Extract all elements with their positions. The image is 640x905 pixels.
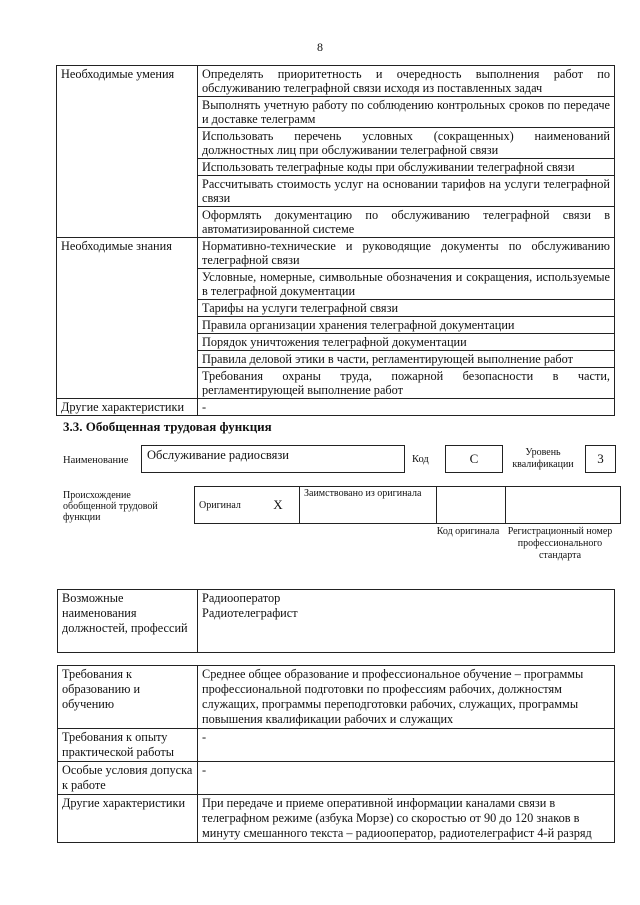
skill-item: Определять приоритетность и очередность выполнения работ по обслуживанию телеграфной связи исходя из поставленных задач bbox=[198, 66, 615, 97]
positions-table bbox=[57, 589, 615, 653]
code-value: C bbox=[445, 445, 503, 473]
name-value-box bbox=[141, 445, 405, 473]
origin-table bbox=[194, 486, 621, 524]
table-row bbox=[57, 399, 615, 416]
table-row bbox=[58, 590, 615, 653]
table-row bbox=[57, 238, 615, 269]
requirement-value: Среднее общее образование и профессиональное обучение – программы профессиональной подготовки по профессиям рабочих, должностям служащих, программы переподготовки рабочих, служащих, программы повышения квалификации рабочих и служащих bbox=[198, 666, 615, 729]
positions-list bbox=[198, 590, 615, 653]
knowledge-item: Правила организации хранения телеграфной документации bbox=[198, 317, 615, 334]
skill-item: Использовать перечень условных (сокращенных) наименований должностных лиц при обслуживании телеграфной связи bbox=[198, 128, 615, 159]
requirement-value: - bbox=[198, 762, 615, 795]
reg-number-caption: Регистрационный номер профессионального стандарта bbox=[507, 526, 613, 561]
requirements-table bbox=[57, 665, 615, 843]
skill-item: Рассчитывать стоимость услуг на основании тарифов на услуги телеграфной связи bbox=[198, 176, 615, 207]
table-row bbox=[58, 729, 615, 762]
original-label: Оригинал bbox=[195, 487, 258, 524]
positions-label: Возможные наименования должностей, профессий bbox=[58, 590, 198, 653]
requirement-label: Особые условия допуска к работе bbox=[58, 762, 198, 795]
page-number: 8 bbox=[317, 40, 323, 54]
requirement-label: Требования к образованию и обучению bbox=[58, 666, 198, 729]
level-label: Уровень квалификации bbox=[512, 447, 574, 470]
table-row bbox=[195, 487, 621, 524]
reg-number-cell bbox=[506, 487, 621, 524]
name-label: Наименование bbox=[63, 455, 129, 466]
knowledge-item: Условные, номерные, символьные обозначения и сокращения, используемые в телеграфной документации bbox=[198, 269, 615, 300]
row-label-other: Другие характеристики bbox=[57, 399, 198, 416]
row-label-skills: Необходимые умения bbox=[57, 66, 198, 238]
requirement-value: - bbox=[198, 729, 615, 762]
knowledge-item: Правила деловой этики в части, регламентирующей выполнение работ bbox=[198, 351, 615, 368]
name-value: Обслуживание радиосвязи bbox=[147, 448, 289, 462]
code-label: Код bbox=[412, 454, 429, 465]
section-title: 3.3. Обобщенная трудовая функция bbox=[63, 419, 272, 434]
level-value: 3 bbox=[585, 445, 616, 473]
row-label-knowledge: Необходимые знания bbox=[57, 238, 198, 399]
borrowed-label: Заимствовано из оригинала bbox=[300, 487, 437, 524]
position-item: Радиотелеграфист bbox=[202, 606, 298, 620]
requirement-label: Другие характеристики bbox=[58, 795, 198, 843]
requirement-label: Требования к опыту практической работы bbox=[58, 729, 198, 762]
knowledge-item: Тарифы на услуги телеграфной связи bbox=[198, 300, 615, 317]
knowledge-item: Нормативно-технические и руководящие документы по обслуживанию телеграфной связи bbox=[198, 238, 615, 269]
code-original-cell bbox=[437, 487, 506, 524]
table-row bbox=[58, 795, 615, 843]
origin-label: Происхождение обобщенной трудовой функции bbox=[63, 490, 158, 523]
requirement-value: При передаче и приеме оперативной информации каналами связи в телеграфном режиме (азбука Морзе) со скоростью от 90 до 120 знаков в минуту смешанного текста – радиооператор, радиотелеграфист 4-й разряд bbox=[198, 795, 615, 843]
knowledge-item: Порядок уничтожения телеграфной документации bbox=[198, 334, 615, 351]
skill-item: Оформлять документацию по обслуживанию телеграфной связи в автоматизированной системе bbox=[198, 207, 615, 238]
table-row bbox=[57, 66, 615, 97]
skill-item: Использовать телеграфные коды при обслуживании телеграфной связи bbox=[198, 159, 615, 176]
skill-item: Выполнять учетную работу по соблюдению контрольных сроков по передаче и доставке телеграмм bbox=[198, 97, 615, 128]
position-item: Радиооператор bbox=[202, 591, 281, 605]
table-row bbox=[58, 762, 615, 795]
code-original-caption: Код оригинала bbox=[436, 526, 500, 537]
knowledge-item: Требования охраны труда, пожарной безопасности в части, регламентирующей выполнение работ bbox=[198, 368, 615, 399]
original-mark: X bbox=[257, 487, 300, 524]
other-item: - bbox=[198, 399, 615, 416]
skills-knowledge-table bbox=[56, 65, 615, 416]
table-row bbox=[58, 666, 615, 729]
